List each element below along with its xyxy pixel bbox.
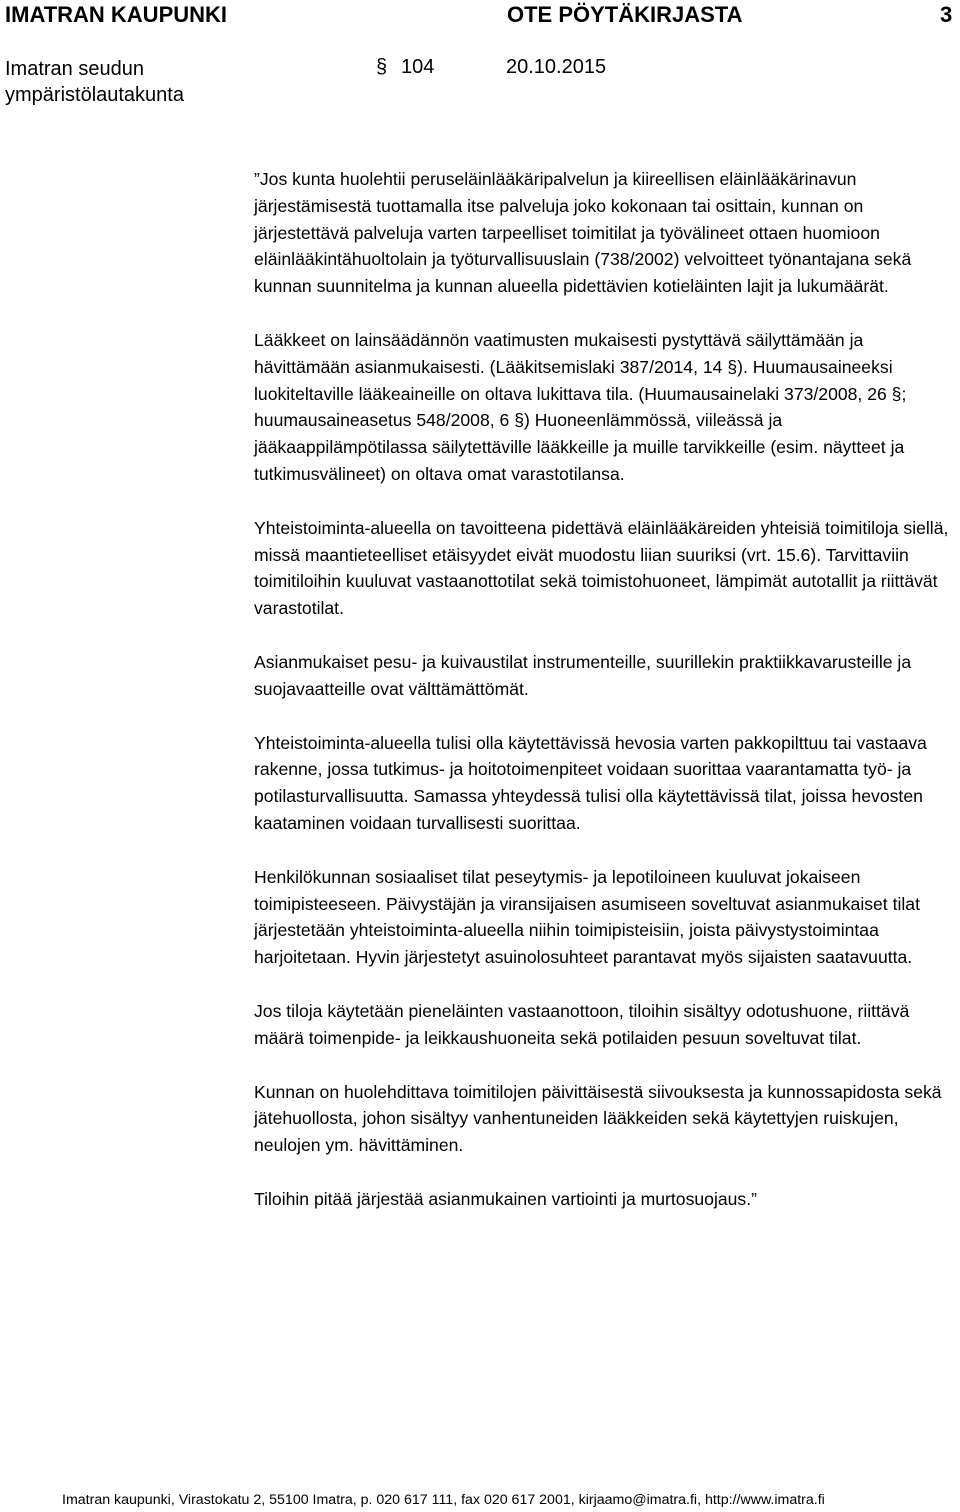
paragraph: Tiloihin pitää järjestää asianmukainen vartiointi ja murtosuojaus.” <box>254 1188 757 1209</box>
section-number: 104 <box>401 56 435 78</box>
document-header <box>0 0 960 30</box>
page-footer: Imatran kaupunki, Virastokatu 2, 55100 Imatra, p. 020 617 111, fax 020 617 2001, kirjaamo@imatra.fi, http://www.imatra.fi <box>62 1492 825 1508</box>
paragraph: ”Jos kunta huolehtii peruseläinlääkäripalvelun ja kiireellisen eläinlääkärinavun järjestämisestä tuottamalla itse palveluja joko kokonaan tai osittain, kunnan on järjestettävä palveluja varten tarpeelliset toimitilat ja työvälineet ottaen huomioon eläinlääkintähuoltolain ja työturvallisuuslain (738/2002) velvoitteet työnantajana sekä kunnan suunnitelma ja kunnan alueella pidettävien kotieläinten lajit ja lukumäärät. <box>254 169 912 297</box>
page-number: 3 <box>940 2 953 27</box>
document-body <box>254 166 950 1213</box>
section-sign: § <box>376 56 388 78</box>
paragraph: Jos tiloja käytetään pieneläinten vastaanottoon, tiloihin sisältyy odotushuone, riittävä määrä toimenpide- ja leikkaushuoneita sekä potilaiden pesuun soveltuvat tilat. <box>254 1000 910 1048</box>
document-type: OTE PÖYTÄKIRJASTA <box>507 2 743 27</box>
committee-name: Imatran seudun ympäristölautakunta <box>5 58 184 106</box>
paragraph: Yhteistoiminta-alueella tulisi olla käytettävissä hevosia varten pakkopilttuu tai vastaava rakenne, jossa tutkimus- ja hoitotoimenpiteet voidaan suorittaa vaarantamatta työ- ja potilasturvallisuutta. Samassa yhteydessä tulisi olla käytettävissä tilat, joissa hevosten kaataminen voidaan turvallisesti suorittaa. <box>254 732 927 833</box>
paragraph: Lääkkeet on lainsäädännön vaatimusten mukaisesti pystyttävä säilyttämään ja hävittämään asianmukaisesti. (Lääkitsemislaki 387/2014, 14 §). Huumausaineeksi luokiteltaville lääkeaineille on oltava lukittava tila. (Huumausainelaki 373/2008, 26 §; huumausaineasetus 548/2008, 6 §) Huoneenlämmössä, viileässä ja jääkaappilämpötilassa säilytettäville lääkkeille ja muille tarvikkeille (esim. näytteet ja tutkimusvälineet) on oltava omat varastotilansa. <box>254 329 907 484</box>
paragraph: Asianmukaiset pesu- ja kuivaustilat instrumenteille, suurillekin praktiikkavarusteille ja suojavaatteille ovat välttämättömät. <box>254 651 912 699</box>
paragraph: Henkilökunnan sosiaaliset tilat peseytymis- ja lepotiloineen kuuluvat jokaiseen toimipisteeseen. Päivystäjän ja viransijaisen asumiseen soveltuvat asianmukaiset tilat järjestetään yhteistoiminta-alueella niihin toimipisteisiin, joista päivystystoimintaa harjoitetaan. Hyvin järjestetyt asuinolosuhteet parantavat myös sijaisten saatavuutta. <box>254 866 920 968</box>
paragraph: Kunnan on huolehdittava toimitilojen päivittäisestä siivouksesta ja kunnossapidosta sekä jätehuollosta, johon sisältyy vanhentuneiden lääkkeiden sekä käytettyjen ruiskujen, neulojen ym. hävittäminen. <box>254 1081 942 1156</box>
municipality-name: IMATRAN KAUPUNKI <box>5 2 228 27</box>
paragraph: Yhteistoiminta-alueella on tavoitteena pidettävä eläinlääkäreiden yhteisiä toimitiloja siellä, missä maantieteelliset etäisyydet eivät muodostu liian suuriksi (vrt. 15.6). Tarvittaviin toimitiloihin kuuluvat vastaanottotilat sekä toimistohuoneet, lämpimät autotallit ja riittävät varastotilat. <box>254 517 949 619</box>
meeting-date: 20.10.2015 <box>506 56 607 78</box>
